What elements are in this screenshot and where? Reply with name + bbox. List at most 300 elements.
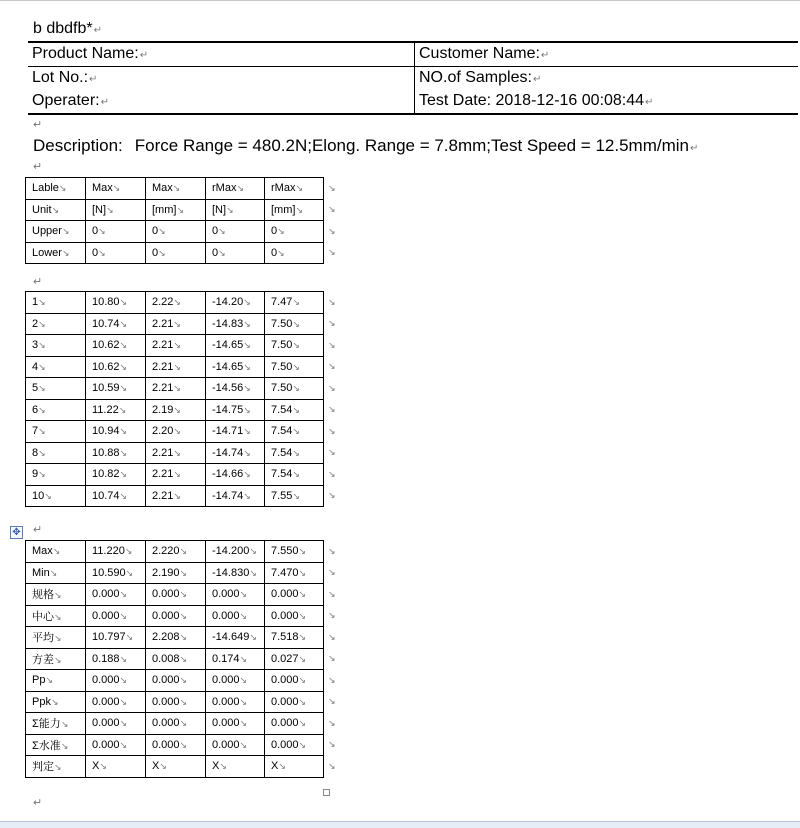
cell-end-mark: ↘: [45, 675, 54, 686]
table-row: [26, 670, 337, 692]
cell-text: 7.550: [271, 545, 299, 558]
cell-end-mark: ↘: [243, 426, 251, 437]
row-end-mark: ↘: [328, 204, 336, 215]
table-cell[interactable]: [206, 442, 265, 464]
cell-text: 6: [32, 403, 39, 416]
operater-cell[interactable]: Operater:↵: [28, 90, 415, 114]
table-row: [26, 464, 337, 486]
row-end-mark: ↘: [328, 739, 336, 750]
cell-end-mark: ↘: [119, 490, 128, 501]
table-cell[interactable]: [206, 199, 265, 221]
table-cell[interactable]: [146, 378, 206, 400]
table-cell[interactable]: [86, 734, 146, 756]
table-cell[interactable]: [206, 648, 265, 670]
table-cell[interactable]: [206, 627, 265, 649]
cell-text: 0: [212, 225, 219, 238]
table-cell[interactable]: [26, 627, 86, 649]
cell-end-mark: ↘: [292, 383, 300, 394]
table-cell[interactable]: [206, 756, 265, 778]
table-cell[interactable]: [86, 756, 146, 778]
table-cell[interactable]: [146, 421, 206, 443]
cell-text: 2.22: [152, 296, 174, 309]
table-row: [26, 221, 337, 243]
cell-text: 0.000: [212, 738, 240, 751]
table-cell[interactable]: [146, 199, 206, 221]
cell-end-mark: ↘: [249, 546, 257, 557]
row-end-mark: ↘: [328, 696, 336, 707]
cell-text: 7.518: [271, 631, 299, 644]
cell-end-mark: ↘: [119, 340, 128, 351]
customer-name-cell[interactable]: Customer Name:↵: [415, 42, 799, 67]
cell-end-mark: ↘: [292, 361, 300, 372]
cell-end-mark: ↘: [173, 361, 181, 372]
cell-end-mark: ↘: [295, 204, 303, 215]
row-end-mark: ↘: [328, 247, 336, 258]
table-row: [26, 605, 337, 627]
table-cell[interactable]: [206, 292, 265, 314]
table-cell[interactable]: [206, 541, 265, 563]
cell-text: 规格: [32, 589, 54, 602]
cell-end-mark: ↘: [179, 589, 188, 600]
cell-end-mark: ↘: [298, 653, 307, 664]
cell-end-mark: ↘: [239, 696, 248, 707]
table-cell[interactable]: [86, 335, 146, 357]
table-cell[interactable]: [206, 605, 265, 627]
cell-text: Σ能力: [32, 718, 61, 731]
table-cell[interactable]: [265, 464, 324, 486]
cell-end-mark: ↘: [218, 226, 226, 237]
table-cell[interactable]: [206, 734, 265, 756]
table-cell[interactable]: [265, 335, 324, 357]
table-cell[interactable]: [86, 562, 146, 584]
table-cell[interactable]: [146, 648, 206, 670]
cell-end-mark: ↘: [173, 404, 181, 415]
cell-text: 7.54: [271, 468, 293, 481]
table-cell[interactable]: [146, 221, 206, 243]
cell-text: X: [212, 760, 220, 773]
table-row: [26, 356, 337, 378]
cell-end-mark: ↘: [292, 490, 300, 501]
table-cell[interactable]: [26, 178, 86, 200]
cell-text: 0.000: [92, 609, 120, 622]
cell-end-mark: ↘: [239, 653, 248, 664]
table-cell[interactable]: [146, 178, 206, 200]
table-cell[interactable]: [26, 442, 86, 464]
table-cell[interactable]: [206, 485, 265, 507]
table-cell[interactable]: [86, 713, 146, 735]
cell-text: -14.71: [212, 425, 244, 438]
table-cell[interactable]: [265, 670, 324, 692]
table-row: [26, 292, 337, 314]
table-cell[interactable]: [26, 292, 86, 314]
cell-end-mark: ↘: [98, 247, 106, 258]
table-cell[interactable]: [265, 178, 324, 200]
table-cell[interactable]: [265, 399, 324, 421]
table-cell[interactable]: [265, 313, 324, 335]
cell-text: 0.027: [271, 652, 299, 665]
cell-end-mark: ↘: [219, 761, 227, 772]
cell-end-mark: ↘: [278, 761, 286, 772]
cell-text: 2.21: [152, 360, 174, 373]
table-row: [26, 756, 337, 778]
cell-text: 11.22: [92, 403, 119, 416]
cell-end-mark: ↘: [295, 183, 303, 194]
table-cell[interactable]: [146, 670, 206, 692]
cell-end-mark: ↘: [179, 632, 188, 643]
table-cell[interactable]: [86, 421, 146, 443]
cell-text: -14.649: [212, 631, 250, 644]
table-cell[interactable]: [206, 178, 265, 200]
table-cell[interactable]: [26, 378, 86, 400]
cell-text: -14.66: [212, 468, 244, 481]
cell-text: 2.208: [152, 631, 180, 644]
cell-text: 0.000: [152, 717, 180, 730]
table-cell[interactable]: [206, 584, 265, 606]
table-cell[interactable]: [26, 670, 86, 692]
table-row: [26, 378, 337, 400]
cell-text: 0.000: [271, 717, 299, 730]
table-cell[interactable]: [146, 442, 206, 464]
cell-text: -14.20: [212, 296, 244, 309]
cell-text: 2.21: [152, 446, 174, 459]
table-cell[interactable]: [265, 421, 324, 443]
table-cell[interactable]: [26, 691, 86, 713]
table-cell[interactable]: [26, 356, 86, 378]
cell-end-mark: ↘: [119, 318, 128, 329]
cell-end-mark: ↘: [292, 297, 300, 308]
table-cell[interactable]: [86, 242, 146, 264]
table-move-icon[interactable]: ✥: [10, 526, 23, 539]
table-cell[interactable]: [86, 485, 146, 507]
table-cell[interactable]: [146, 313, 206, 335]
table-cell[interactable]: [26, 242, 86, 264]
cell-text: 10.62: [92, 360, 120, 373]
cell-text: 中心: [32, 610, 54, 623]
row-end-mark: ↘: [328, 631, 336, 642]
cell-end-mark: ↘: [179, 653, 188, 664]
samples-count-cell[interactable]: NO.of Samples:↵: [419, 69, 542, 86]
cell-text: 平均: [32, 632, 54, 645]
cell-end-mark: ↘: [38, 297, 46, 308]
cell-end-mark: ↘: [172, 183, 181, 194]
cell-end-mark: ↘: [179, 546, 188, 557]
cell-text: 0: [152, 225, 159, 238]
cell-end-mark: ↘: [249, 632, 257, 643]
table-cell[interactable]: [26, 756, 86, 778]
table-cell[interactable]: [86, 648, 146, 670]
row-end-mark: ↘: [328, 717, 336, 728]
cell-end-mark: ↘: [243, 490, 251, 501]
cell-end-mark: ↘: [173, 426, 181, 437]
table-cell[interactable]: [206, 242, 265, 264]
row-end-mark: ↘: [328, 468, 336, 479]
table-cell[interactable]: [265, 605, 324, 627]
cell-text: 0.000: [271, 674, 299, 687]
row-end-mark: ↘: [328, 425, 336, 436]
cell-text: 2.21: [152, 468, 174, 481]
table-cell[interactable]: [86, 627, 146, 649]
table-cell[interactable]: [86, 670, 146, 692]
table-cell[interactable]: [265, 485, 324, 507]
cell-end-mark: ↘: [173, 318, 181, 329]
row-end-mark: ↘: [328, 760, 336, 771]
table-cell[interactable]: [86, 464, 146, 486]
row-end-mark: ↘: [328, 447, 336, 458]
table-cell[interactable]: [265, 221, 324, 243]
cell-text: Min: [32, 566, 50, 579]
table-cell[interactable]: [146, 464, 206, 486]
cell-text: 0.000: [212, 588, 240, 601]
cell-end-mark: ↘: [124, 546, 133, 557]
lot-no-cell[interactable]: Lot No.:↵: [28, 67, 415, 91]
table-cell[interactable]: [26, 199, 86, 221]
cell-end-mark: ↘: [292, 404, 300, 415]
table-cell[interactable]: [265, 356, 324, 378]
paragraph-mark: ↵: [33, 797, 43, 809]
table-cell[interactable]: [265, 713, 324, 735]
table-cell[interactable]: [26, 605, 86, 627]
table-row: [26, 562, 337, 584]
cell-text: 7.470: [271, 566, 299, 579]
cell-end-mark: ↘: [239, 739, 248, 750]
table-cell[interactable]: [26, 648, 86, 670]
cell-text: 0.000: [92, 695, 120, 708]
cell-end-mark: ↘: [158, 226, 166, 237]
table-cell[interactable]: [86, 221, 146, 243]
table-cell[interactable]: [146, 399, 206, 421]
cell-text: 0.000: [152, 738, 180, 751]
table-cell[interactable]: [265, 584, 324, 606]
row-end-mark: ↘: [328, 318, 336, 329]
cell-text: 2.21: [152, 489, 174, 502]
table-cell[interactable]: [265, 442, 324, 464]
table-cell[interactable]: [265, 648, 324, 670]
cell-end-mark: ↘: [173, 297, 181, 308]
cell-text: 0.000: [92, 738, 120, 751]
table-cell[interactable]: [26, 421, 86, 443]
cell-end-mark: ↘: [119, 589, 128, 600]
cell-text: -14.65: [212, 339, 244, 352]
cell-end-mark: ↘: [38, 404, 46, 415]
cell-end-mark: ↘: [54, 762, 62, 773]
table-cell[interactable]: [146, 584, 206, 606]
table-cell[interactable]: [26, 313, 86, 335]
cell-end-mark: ↘: [173, 469, 181, 480]
table-cell[interactable]: [206, 399, 265, 421]
cell-end-mark: ↘: [173, 383, 181, 394]
cell-text: 0.000: [152, 609, 180, 622]
table-cell[interactable]: [146, 756, 206, 778]
table-cell[interactable]: [206, 378, 265, 400]
table-cell[interactable]: [26, 713, 86, 735]
table-cell[interactable]: [206, 464, 265, 486]
table-cell[interactable]: [86, 541, 146, 563]
cell-end-mark: ↘: [292, 469, 300, 480]
table-cell[interactable]: [146, 335, 206, 357]
cell-text: 0.000: [212, 674, 240, 687]
cell-text: 7.54: [271, 425, 293, 438]
row-end-mark: ↘: [328, 674, 336, 685]
table-cell[interactable]: [146, 605, 206, 627]
table-cell[interactable]: [206, 421, 265, 443]
cell-text: 0.174: [212, 652, 240, 665]
product-name-cell[interactable]: Product Name:↵: [28, 42, 415, 67]
table-cell[interactable]: [265, 734, 324, 756]
table-cell[interactable]: [26, 464, 86, 486]
cell-text: 0: [152, 246, 159, 259]
table-cell[interactable]: [146, 541, 206, 563]
table-cell[interactable]: [26, 562, 86, 584]
table-cell[interactable]: [265, 562, 324, 584]
table-cell[interactable]: [86, 178, 146, 200]
cell-text: 0.000: [152, 588, 180, 601]
cell-text: [N]: [92, 203, 107, 216]
cell-end-mark: ↘: [38, 318, 46, 329]
cell-end-mark: ↘: [239, 675, 248, 686]
table-cell[interactable]: [146, 713, 206, 735]
table-cell[interactable]: [86, 691, 146, 713]
table-cell[interactable]: [206, 221, 265, 243]
cell-text: 2.220: [152, 545, 180, 558]
table-cell[interactable]: [86, 399, 146, 421]
table-cell[interactable]: [206, 313, 265, 335]
cell-text: 10.82: [92, 468, 120, 481]
cell-end-mark: ↘: [179, 610, 188, 621]
cell-text: -14.74: [212, 489, 244, 502]
paragraph-mark: ↵: [33, 524, 43, 536]
table-cell[interactable]: [26, 734, 86, 756]
cell-text: 7: [32, 425, 39, 438]
table-row: [26, 399, 337, 421]
table-cell[interactable]: [265, 378, 324, 400]
cell-text: 7.50: [271, 339, 293, 352]
table-cell[interactable]: [206, 356, 265, 378]
test-date-cell[interactable]: Test Date: 2018-12-16 00:08:44↵: [415, 90, 799, 114]
cell-end-mark: ↘: [38, 447, 46, 458]
cell-end-mark: ↘: [125, 567, 134, 578]
table-cell[interactable]: [86, 292, 146, 314]
cell-text: 11.220: [92, 545, 125, 558]
table-cell[interactable]: [146, 242, 206, 264]
cell-end-mark: ↘: [119, 383, 128, 394]
cell-text: X: [271, 760, 279, 773]
table-cell[interactable]: [26, 221, 86, 243]
cell-end-mark: ↘: [119, 675, 128, 686]
cell-end-mark: ↘: [159, 761, 167, 772]
cell-end-mark: ↘: [125, 632, 134, 643]
cell-end-mark: ↘: [298, 675, 307, 686]
cell-text: -14.74: [212, 446, 244, 459]
table-row: [26, 313, 337, 335]
cell-end-mark: ↘: [60, 740, 69, 751]
cell-end-mark: ↘: [119, 469, 128, 480]
cell-text: -14.830: [212, 566, 250, 579]
cell-text: 判定: [32, 761, 54, 774]
cell-end-mark: ↘: [243, 340, 251, 351]
table-cell[interactable]: [206, 562, 265, 584]
cell-text: 3: [32, 339, 39, 352]
cell-end-mark: ↘: [243, 469, 251, 480]
cell-text: 2.19: [152, 403, 174, 416]
cell-text: 0.000: [271, 588, 299, 601]
table-cell[interactable]: [146, 562, 206, 584]
table-cell[interactable]: [265, 242, 324, 264]
row-end-mark: ↘: [328, 296, 336, 307]
cell-end-mark: ↘: [298, 610, 307, 621]
table-cell[interactable]: [26, 541, 86, 563]
table-cell[interactable]: [86, 442, 146, 464]
cell-end-mark: ↘: [61, 247, 70, 258]
cell-end-mark: ↘: [60, 719, 69, 730]
table-cell[interactable]: [206, 691, 265, 713]
page-top-edge: [0, 0, 800, 10]
table-cell[interactable]: [86, 378, 146, 400]
table-resize-handle[interactable]: [323, 789, 330, 796]
cell-end-mark: ↘: [176, 204, 184, 215]
cell-text: 2: [32, 317, 39, 330]
table-cell[interactable]: [26, 335, 86, 357]
row-end-mark: ↘: [328, 490, 336, 501]
table-cell[interactable]: [146, 292, 206, 314]
table-cell[interactable]: [26, 485, 86, 507]
cell-end-mark: ↘: [236, 183, 244, 194]
cell-end-mark: ↘: [243, 297, 251, 308]
table-cell[interactable]: [146, 356, 206, 378]
table-cell[interactable]: [265, 199, 324, 221]
table-cell[interactable]: [265, 756, 324, 778]
table-cell[interactable]: [206, 713, 265, 735]
spec-table: [25, 177, 337, 264]
cell-text: X: [92, 760, 100, 773]
cell-end-mark: ↘: [298, 739, 307, 750]
row-end-mark: ↘: [328, 339, 336, 350]
table-cell[interactable]: [146, 691, 206, 713]
table-cell[interactable]: [26, 584, 86, 606]
cell-end-mark: ↘: [106, 204, 114, 215]
cell-end-mark: ↘: [292, 340, 300, 351]
cell-text: 0.000: [271, 609, 299, 622]
table-cell[interactable]: [86, 313, 146, 335]
table-cell[interactable]: [265, 541, 324, 563]
cell-text: 0.000: [212, 717, 240, 730]
table-cell[interactable]: [86, 605, 146, 627]
cell-end-mark: ↘: [298, 546, 307, 557]
table-cell[interactable]: [86, 584, 146, 606]
table-cell[interactable]: [265, 292, 324, 314]
paragraph-mark: ↵: [33, 276, 43, 288]
cell-text: 9: [32, 468, 39, 481]
paragraph-mark: ↵: [33, 161, 43, 173]
row-end-mark: ↘: [328, 588, 336, 599]
cell-text: 1: [32, 296, 39, 309]
cell-end-mark: ↘: [119, 361, 128, 372]
cell-text: 7.55: [271, 489, 293, 502]
table-cell[interactable]: [146, 734, 206, 756]
table-row: [26, 627, 337, 649]
table-cell[interactable]: [206, 335, 265, 357]
cell-text: 7.50: [271, 317, 293, 330]
table-cell[interactable]: [86, 199, 146, 221]
table-cell[interactable]: [146, 627, 206, 649]
table-cell[interactable]: [265, 691, 324, 713]
cell-text: 8: [32, 446, 39, 459]
table-cell[interactable]: [26, 399, 86, 421]
table-cell[interactable]: [86, 356, 146, 378]
cell-end-mark: ↘: [179, 675, 188, 686]
table-cell[interactable]: [146, 485, 206, 507]
table-cell[interactable]: [265, 627, 324, 649]
table-cell[interactable]: [206, 670, 265, 692]
